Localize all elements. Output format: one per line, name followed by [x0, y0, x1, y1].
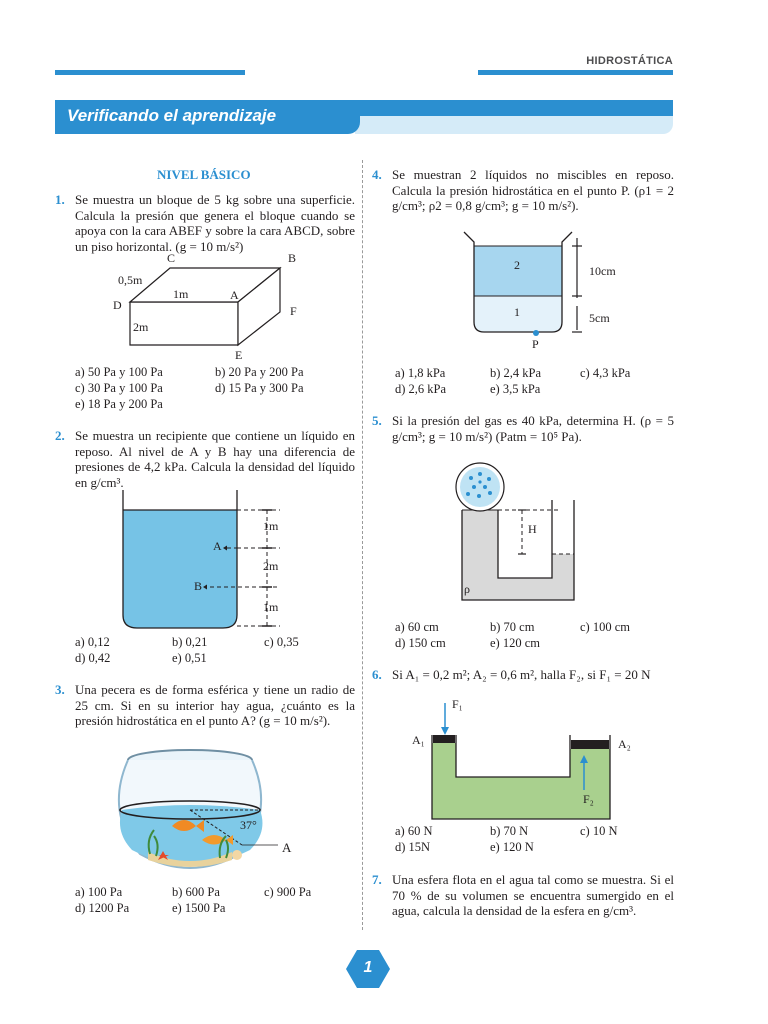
option-b[interactable]: b) 70 cm — [490, 620, 535, 634]
option-e[interactable]: e) 1500 Pa — [172, 901, 226, 915]
question-number: 3. — [55, 682, 65, 697]
vertex-d: D — [113, 298, 122, 312]
answer-options — [395, 824, 675, 858]
option-a[interactable]: a) 60 cm — [395, 620, 439, 634]
vertex-b: B — [288, 251, 297, 265]
option-e[interactable]: e) 18 Pa y 200 Pa — [75, 397, 163, 411]
depth-label-1: 1m — [263, 519, 279, 533]
option-d[interactable]: d) 15N — [395, 840, 431, 854]
option-d[interactable]: d) 15 Pa y 300 Pa — [215, 381, 304, 395]
vertex-c: C — [167, 251, 176, 265]
option-a[interactable]: a) 100 Pa — [75, 885, 123, 899]
column-divider — [362, 160, 363, 930]
hydraulic-press-diagram — [410, 695, 650, 825]
vertex-f: F — [290, 304, 297, 318]
option-a[interactable]: a) 60 N — [395, 824, 433, 838]
option-c[interactable]: c) 100 cm — [580, 620, 630, 634]
point-a-label: A — [282, 840, 292, 855]
point-p-label: P — [532, 337, 539, 351]
option-b[interactable]: b) 0,21 — [172, 635, 208, 649]
option-a[interactable]: a) 0,12 — [75, 635, 110, 649]
option-a[interactable]: a) 1,8 kPa — [395, 366, 446, 380]
point-b-label: B — [194, 579, 203, 593]
dim-width: 2m — [133, 320, 149, 334]
option-d[interactable]: d) 150 cm — [395, 636, 446, 650]
question-text: Si la presión del gas es 40 kPa, determina H. (ρ = 5 g/cm³; g = 10 m/s²) (Patm = 10⁵ Pa). — [392, 413, 674, 444]
option-c[interactable]: c) 4,3 kPa — [580, 366, 631, 380]
option-d[interactable]: d) 0,42 — [75, 651, 111, 665]
question-7 — [372, 872, 674, 919]
depth-label-3: 1m — [263, 600, 279, 614]
fishbowl-figure — [110, 742, 310, 880]
block-figure — [110, 250, 320, 365]
option-d[interactable]: d) 2,6 kPa — [395, 382, 447, 396]
question-text: Se muestran 2 líquidos no miscibles en reposo. Calcula la presión hidrostática en el punto P. (ρ1 = 2 g/cm³; ρ2 = 0,8 g/cm³; g = 10 m/s²). — [392, 167, 674, 213]
title-banner — [55, 100, 673, 134]
dim-height: 0,5m — [118, 273, 143, 287]
header-line-right — [478, 70, 673, 75]
option-c[interactable]: c) 30 Pa y 100 Pa — [75, 381, 163, 395]
question-2 — [55, 428, 355, 490]
layers-figure — [460, 228, 630, 353]
height-h-label: H — [528, 522, 537, 536]
dim-length: 1m — [173, 287, 189, 301]
question-text: Una esfera flota en el agua tal como se muestra. Si el 70 % de su volumen se encuentra sumergido en el agua, calcula la densidad de la esfera en g/cm³. — [392, 872, 674, 918]
question-number: 4. — [372, 167, 382, 182]
point-a-label: A — [213, 539, 222, 553]
liquid-1-label: 1 — [514, 305, 520, 319]
answer-options — [395, 366, 675, 400]
fishbowl-diagram — [110, 742, 310, 880]
force-1-label: F₁ — [452, 697, 463, 711]
question-6 — [372, 667, 674, 683]
question-4 — [372, 167, 674, 214]
container-figure — [115, 490, 315, 635]
option-e[interactable]: e) 3,5 kPa — [490, 382, 541, 396]
section-title: HIDROSTÁTICA — [586, 55, 673, 67]
layers-diagram — [460, 228, 630, 353]
density-label: ρ — [464, 582, 470, 596]
question-text: Se muestra un bloque de 5 kg sobre una superficie. Calcula la presión que genera el bloque cuando se apoya con la cara ABEF y sobre la cara ABCD, sobre un piso horizontal. (g = 10 m/s²) — [75, 192, 355, 254]
header-line-left — [55, 70, 245, 75]
option-a[interactable]: a) 50 Pa y 100 Pa — [75, 365, 163, 379]
question-1 — [55, 192, 355, 254]
angle-label: 37° — [240, 818, 257, 832]
force-2-label: F₂ — [583, 792, 594, 806]
vertex-a: A — [230, 288, 239, 302]
container-diagram — [115, 490, 315, 635]
height-1-label: 5cm — [589, 311, 610, 325]
height-2-label: 10cm — [589, 264, 616, 278]
question-text: Una pecera es de forma esférica y tiene un radio de 25 cm. Si en su interior hay agua, ¿cuánto es la presión hidrostática en el punto A? (g = 10 m/s²). — [75, 682, 355, 728]
block-diagram — [110, 250, 320, 365]
area-1-label: A₁ — [412, 733, 425, 747]
question-number: 5. — [372, 413, 382, 428]
area-2-label: A₂ — [618, 737, 631, 751]
page-number: 1 — [363, 959, 373, 976]
question-number: 2. — [55, 428, 65, 443]
answer-options — [395, 620, 675, 654]
option-b[interactable]: b) 70 N — [490, 824, 529, 838]
option-e[interactable]: e) 0,51 — [172, 651, 207, 665]
answer-options — [75, 635, 355, 669]
answer-options — [75, 365, 355, 415]
question-text: Si A₁ = 0,2 m²; A₂ = 0,6 m², halla F₂, si F₁ = 20 N — [392, 667, 651, 682]
question-5 — [372, 413, 674, 444]
option-c[interactable]: c) 0,35 — [264, 635, 299, 649]
question-number: 1. — [55, 192, 65, 207]
option-b[interactable]: b) 2,4 kPa — [490, 366, 542, 380]
page-title: Verificando el aprendizaje — [67, 106, 277, 125]
question-3 — [55, 682, 355, 729]
option-e[interactable]: e) 120 N — [490, 840, 534, 854]
page-number-badge — [346, 950, 390, 988]
depth-label-2: 2m — [263, 559, 279, 573]
option-c[interactable]: c) 10 N — [580, 824, 618, 838]
question-number: 7. — [372, 872, 382, 887]
option-b[interactable]: b) 20 Pa y 200 Pa — [215, 365, 304, 379]
manometer-figure — [450, 460, 580, 605]
option-e[interactable]: e) 120 cm — [490, 636, 540, 650]
vertex-e: E — [235, 348, 243, 362]
hydraulic-press-figure — [410, 695, 650, 825]
option-c[interactable]: c) 900 Pa — [264, 885, 312, 899]
liquid-2-label: 2 — [514, 258, 520, 272]
answer-options — [75, 885, 355, 919]
question-text: Se muestra un recipiente que contiene un líquido en reposo. Al nivel de A y B hay una diferencia de presiones de 4,2 kPa. Calcula la densidad del líquido en g/cm³. — [75, 428, 355, 490]
level-heading: NIVEL BÁSICO — [157, 167, 251, 182]
question-number: 6. — [372, 667, 382, 682]
option-b[interactable]: b) 600 Pa — [172, 885, 220, 899]
option-d[interactable]: d) 1200 Pa — [75, 901, 130, 915]
title-banner-shade — [355, 115, 673, 134]
